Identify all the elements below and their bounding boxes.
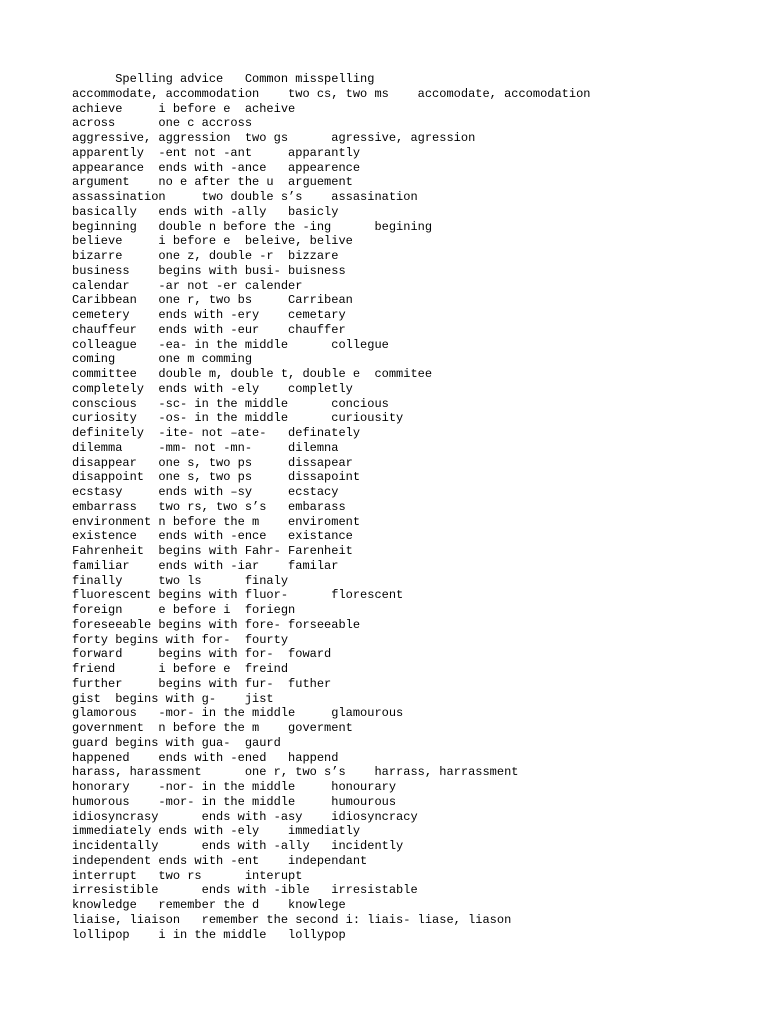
spelling-entry-line: guard begins with gua- gaurd: [72, 735, 281, 750]
spelling-entry-line: business begins with busi- buisness: [72, 263, 346, 278]
spelling-entry-line: Fahrenheit begins with Fahr- Farenheit: [72, 544, 353, 558]
spelling-entry-line: honorary -nor- in the middle honourary: [72, 780, 397, 794]
spelling-entry-line: government n before the m goverment: [72, 721, 353, 735]
spelling-entry-line: bizarre one z, double -r bizzare: [72, 249, 339, 263]
spelling-entry-line: achieve i before e acheive: [72, 101, 296, 116]
spelling-entry-line: colleague -ea- in the middle collegue: [72, 337, 389, 352]
spelling-entry-line: familiar ends with -iar familar: [72, 558, 339, 573]
spelling-entry-line: committee double m, double t, double e commitee: [72, 367, 433, 381]
spelling-entry-line: forward begins with for- foward: [72, 647, 332, 662]
spelling-entry-line: calendar -ar not -er calender: [72, 278, 303, 293]
spelling-entry-line: forty begins with for- fourty: [72, 632, 289, 647]
spelling-entry-line: immediately ends with -ely immediatly: [72, 824, 361, 839]
spelling-entry-line: foreign e before i foriegn: [72, 603, 296, 617]
spelling-entry-line: fluorescent begins with fluor- florescent: [72, 588, 404, 603]
spelling-entry-line: foreseeable begins with fore- forseeable: [72, 617, 361, 632]
spelling-entry-line: aggressive, aggression two gs agressive, agression: [72, 131, 476, 145]
spelling-entry-line: disappoint one s, two ps dissapoint: [72, 470, 361, 485]
spelling-entry-line: appearance ends with -ance appearence: [72, 160, 361, 175]
spelling-entry-line: definitely -ite- not –ate- definately: [72, 426, 361, 440]
spelling-entry-line: coming one m comming: [72, 352, 253, 367]
spelling-entry-line: friend i before e freind: [72, 662, 289, 676]
spelling-entry-line: embarrass two rs, two s’s embarass: [72, 499, 346, 514]
spelling-advice-document: [72, 72, 762, 942]
spelling-entry-line: humorous -mor- in the middle humourous: [72, 794, 397, 809]
spelling-entry-line: irresistible ends with -ible irresistable: [72, 883, 418, 898]
spelling-entry-line: apparently -ent not -ant apparantly: [72, 145, 361, 160]
spelling-entry-line: happened ends with -ened happend: [72, 750, 339, 765]
spelling-entry-line: across one c accross: [72, 116, 253, 131]
spelling-entry-line: believe i before e beleive, belive: [72, 234, 353, 249]
spelling-entry-line: interrupt two rs interupt: [72, 868, 303, 883]
spelling-entry-line: argument no e after the u arguement: [72, 175, 353, 190]
spelling-entry-line: ecstasy ends with –sy ecstacy: [72, 485, 339, 499]
spelling-entry-line: disappear one s, two ps dissapear: [72, 455, 353, 470]
spelling-entry-line: lollipop i in the middle lollypop: [72, 927, 346, 942]
spelling-entry-line: curiosity -os- in the middle curiousity: [72, 411, 404, 426]
spelling-entry-line: completely ends with -ely completly: [72, 381, 353, 396]
spelling-entry-line: assassination two double s’s assasination: [72, 190, 418, 204]
spelling-entry-line: Caribbean one r, two bs Carribean: [72, 293, 353, 308]
spelling-entry-line: accommodate, accommodation two cs, two ms accomodate, accomodation: [72, 86, 591, 101]
spelling-entry-line: incidentally ends with -ally incidently: [72, 839, 404, 853]
spelling-entry-line: finally two ls finaly: [72, 573, 289, 588]
spelling-entry-line: conscious -sc- in the middle concious: [72, 396, 389, 411]
spelling-entry-line: harass, harassment one r, two s’s harrass, harrassment: [72, 765, 519, 780]
spelling-entry-line: further begins with fur- futher: [72, 676, 332, 691]
spelling-entry-line: glamorous -mor- in the middle glamourous: [72, 706, 404, 721]
spelling-entry-line: independent ends with -ent independant: [72, 853, 368, 868]
spelling-entry-line: liaise, liaison remember the second i: liais- liase, liason: [72, 912, 512, 927]
spelling-entry-line: idiosyncrasy ends with -asy idiosyncracy: [72, 809, 418, 824]
spelling-entry-line: knowledge remember the d knowlege: [72, 898, 346, 912]
spelling-entry-line: existence ends with -ence existance: [72, 529, 353, 544]
spelling-entry-line: basically ends with -ally basicly: [72, 204, 339, 219]
spelling-entry-line: environment n before the m enviroment: [72, 514, 361, 529]
spelling-entry-line: cemetery ends with -ery cemetary: [72, 308, 346, 322]
spelling-entry-line: dilemma -mm- not -mn- dilemna: [72, 440, 339, 455]
spelling-entry-line: gist begins with g- jist: [72, 691, 274, 706]
spelling-entry-line: chauffeur ends with -eur chauffer: [72, 322, 346, 337]
spelling-entry-line: beginning double n before the -ing begining: [72, 219, 433, 234]
table-header-line: Spelling advice Common misspelling: [72, 72, 375, 86]
